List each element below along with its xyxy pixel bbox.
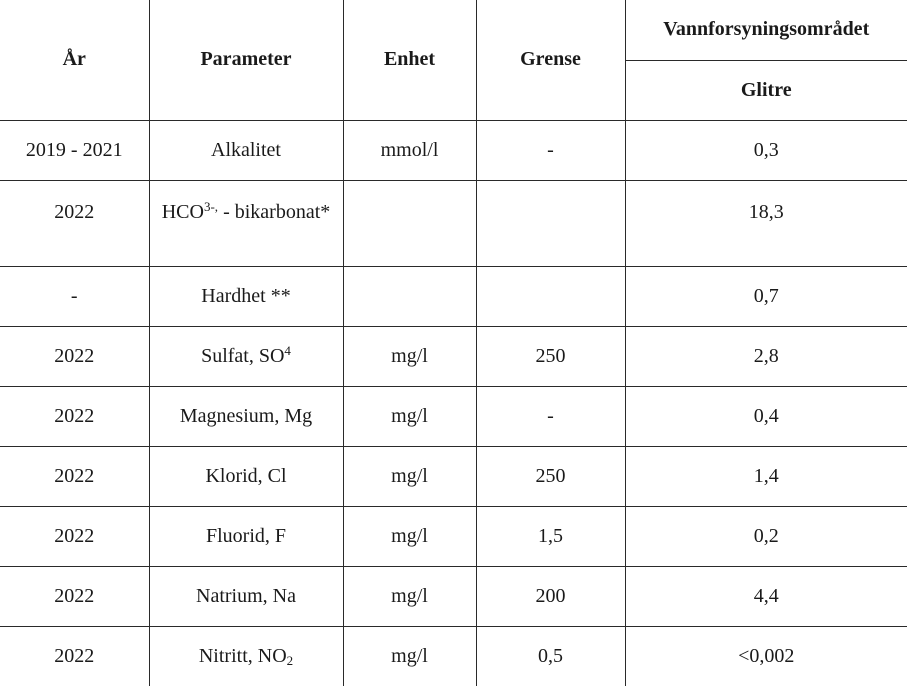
cell-unit: mg/l: [343, 326, 476, 386]
cell-limit: 250: [476, 446, 625, 506]
parameter-text: Natrium, Na: [196, 584, 296, 607]
cell-limit: [476, 180, 625, 266]
cell-year: 2022: [0, 180, 149, 266]
cell-value: 0,4: [625, 386, 907, 446]
cell-year: -: [0, 266, 149, 326]
parameter-text: Magnesium, Mg: [179, 404, 313, 427]
cell-unit: mg/l: [343, 626, 476, 686]
cell-value: 4,4: [625, 566, 907, 626]
header-area-name: Glitre: [625, 60, 907, 120]
header-area: Vannforsyningsområdet: [625, 0, 907, 60]
cell-parameter: [149, 566, 343, 626]
parameter-tail: - bikarbonat*: [218, 200, 331, 223]
cell-value: 2,8: [625, 326, 907, 386]
cell-value: 0,3: [625, 120, 907, 180]
header-unit: Enhet: [343, 0, 476, 120]
cell-year: 2022: [0, 326, 149, 386]
parameter-text: Fluorid, F: [205, 524, 287, 547]
cell-limit: 0,5: [476, 626, 625, 686]
cell-value: <0,002: [625, 626, 907, 686]
cell-limit: -: [476, 120, 625, 180]
header-parameter: Parameter: [149, 0, 343, 120]
cell-year: 2022: [0, 626, 149, 686]
table-row: [0, 120, 907, 180]
cell-parameter: [149, 386, 343, 446]
parameter-text: Alkalitet: [211, 138, 281, 161]
parameter-text: Klorid, Cl: [205, 464, 287, 487]
parameter-text: Sulfat, SO: [201, 344, 285, 367]
parameter-text: Hardhet **: [201, 284, 291, 307]
parameter-superscript: 3-,: [203, 198, 219, 214]
parameter-subscript: 2: [286, 652, 294, 668]
table-row: [0, 626, 907, 686]
cell-unit: mg/l: [343, 566, 476, 626]
cell-limit: 1,5: [476, 506, 625, 566]
parameter-superscript: 4: [284, 342, 291, 358]
cell-limit: -: [476, 386, 625, 446]
cell-parameter: [149, 626, 343, 686]
parameter-text: HCO: [161, 200, 204, 223]
cell-unit: [343, 180, 476, 266]
parameter-text: Nitritt, NO: [198, 644, 287, 667]
cell-unit: mg/l: [343, 506, 476, 566]
table-row: [0, 266, 907, 326]
cell-year: 2022: [0, 446, 149, 506]
cell-parameter: [149, 446, 343, 506]
cell-limit: [476, 266, 625, 326]
cell-year: 2022: [0, 386, 149, 446]
cell-unit: mg/l: [343, 446, 476, 506]
cell-value: 1,4: [625, 446, 907, 506]
cell-unit: mg/l: [343, 386, 476, 446]
cell-value: 0,7: [625, 266, 907, 326]
table-row: [0, 566, 907, 626]
header-year: År: [0, 0, 149, 120]
cell-limit: 250: [476, 326, 625, 386]
header-limit: Grense: [476, 0, 625, 120]
table-row: [0, 506, 907, 566]
table-row: [0, 446, 907, 506]
cell-year: 2019 - 2021: [0, 120, 149, 180]
table-row: [0, 326, 907, 386]
cell-parameter: [149, 180, 343, 266]
cell-parameter: [149, 266, 343, 326]
cell-parameter: [149, 326, 343, 386]
cell-limit: 200: [476, 566, 625, 626]
table-row: [0, 180, 907, 266]
cell-unit: [343, 266, 476, 326]
cell-year: 2022: [0, 506, 149, 566]
table-row: [0, 386, 907, 446]
cell-parameter: [149, 506, 343, 566]
cell-year: 2022: [0, 566, 149, 626]
cell-parameter: [149, 120, 343, 180]
cell-value: 0,2: [625, 506, 907, 566]
cell-value: 18,3: [625, 180, 907, 266]
cell-unit: mmol/l: [343, 120, 476, 180]
